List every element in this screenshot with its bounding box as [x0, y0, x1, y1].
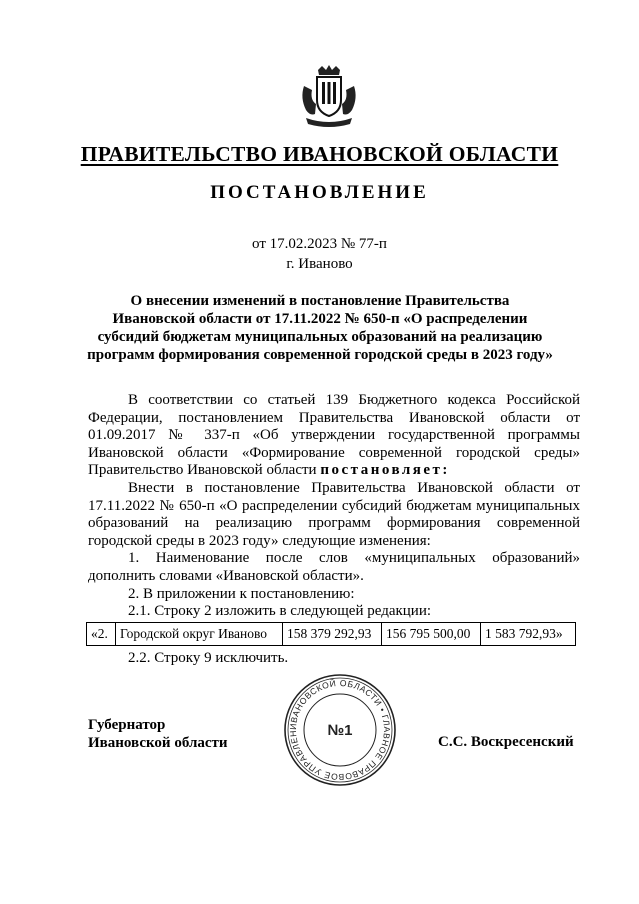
preamble-action: постановляет: — [320, 462, 450, 479]
document-body — [88, 392, 580, 621]
table-cell-number: «2. — [87, 623, 116, 646]
intro-paragraph: Внести в постановление Правительства Ивановской области от 17.11.2022 № 650-п «О распределении субсидий бюджетам муниципальных образований на реализацию программ формирования современной городской среды в 2023 году» следующие изменения: — [88, 479, 580, 549]
heading-line: программ формирования современной городской среды в 2023 году» — [87, 347, 553, 363]
table-cell-amount-regional: 1 583 792,93» — [481, 623, 576, 646]
coat-of-arms-icon — [296, 64, 362, 130]
heading-line: Ивановской области от 17.11.2022 № 650-п «О распределении — [112, 311, 528, 327]
item-2-paragraph: 2. В приложении к постановлению: — [128, 585, 355, 602]
signatory-position: Губернатор — [88, 717, 166, 733]
table-cell-amount-federal: 156 795 500,00 — [382, 623, 481, 646]
document-heading — [80, 292, 560, 364]
amendment-table — [86, 622, 576, 646]
heading-line: О внесении изменений в постановление Правительства — [130, 293, 510, 309]
seal-number: №1 — [327, 722, 353, 739]
table-row — [87, 623, 576, 646]
document-type: ПОСТАНОВЛЕНИЕ — [210, 182, 429, 203]
document-city: г. Иваново — [286, 256, 353, 272]
item-2-1-paragraph: 2.1. Строку 2 изложить в следующей редакции: — [128, 603, 432, 620]
organization-title: ПРАВИТЕЛЬСТВО ИВАНОВСКОЙ ОБЛАСТИ — [80, 142, 559, 166]
table-cell-amount-total: 158 379 292,93 — [283, 623, 382, 646]
signatory-name: С.С. Воскресенский — [438, 734, 574, 750]
heading-line: субсидий бюджетам муниципальных образований на реализацию — [97, 329, 543, 345]
signatory-region: Ивановской области — [88, 735, 228, 751]
seal-ring-text: ИВАНОВСКОЙ ОБЛАСТИ • ГЛАВНОЕ ПРАВОВОЕ УПРАВЛЕН — [287, 677, 393, 783]
preamble-paragraph — [88, 392, 580, 480]
table-cell-municipality: Городской округ Иваново — [116, 623, 283, 646]
preamble-text: В соответствии со статьей 139 Бюджетного кодекса Российской Федерации, постановлением Правительства Ивановской области от 01.09.2017 № 337-п «Об утверждении государственной программы Ивановской области «Формирование современной городской среды» Правительство Ивановской области — [88, 392, 580, 479]
item-2-2-paragraph: 2.2. Строку 9 исключить. — [128, 650, 289, 666]
document-date-number: от 17.02.2023 № 77-п — [252, 236, 387, 252]
official-seal — [282, 672, 398, 788]
signatory-title — [88, 716, 228, 752]
item-1-paragraph: 1. Наименование после слов «муниципальных образований» дополнить словами «Ивановской области». — [88, 550, 580, 584]
